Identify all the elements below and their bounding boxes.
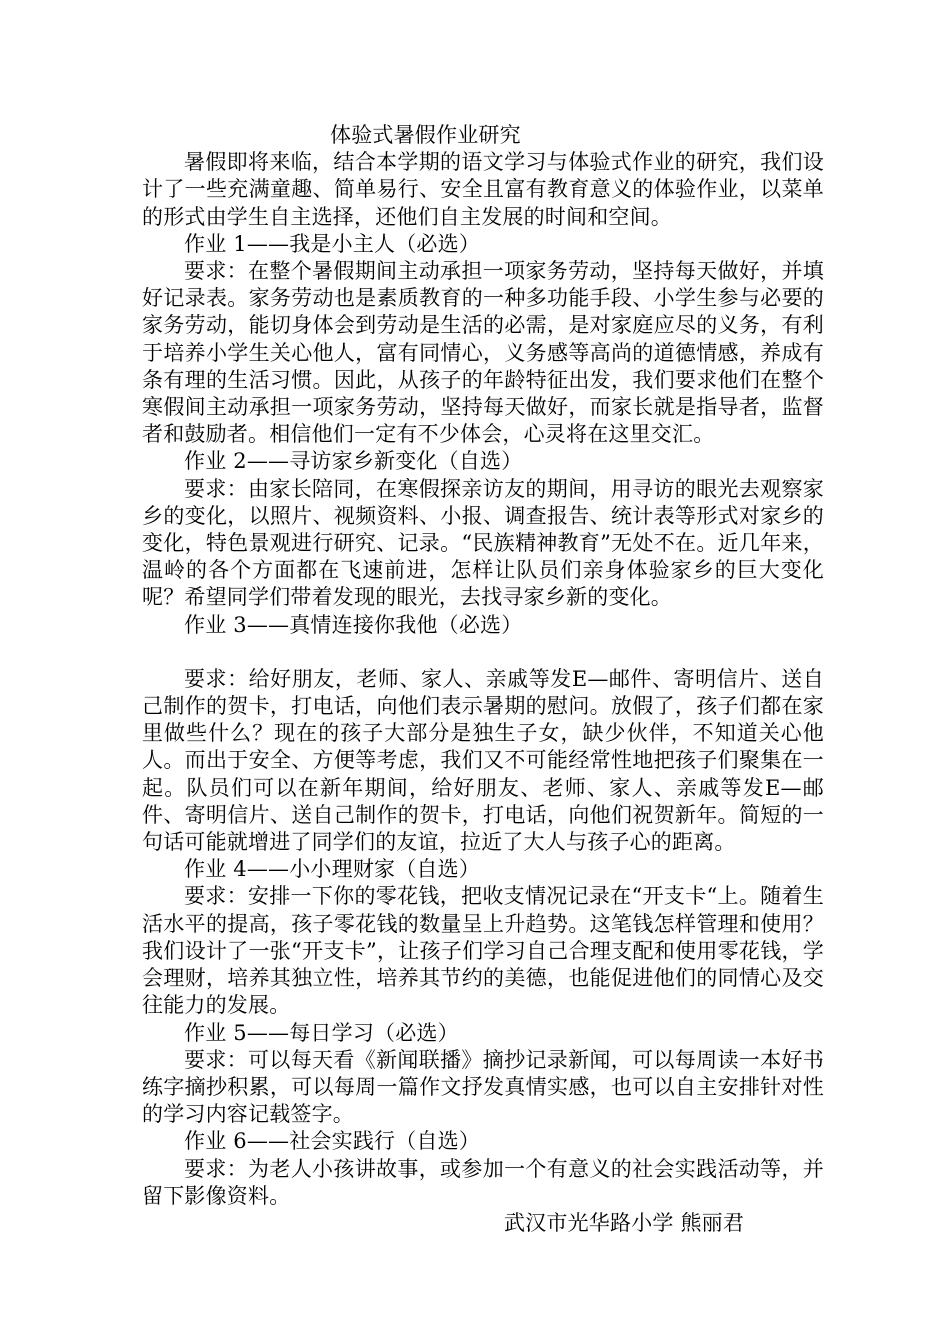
intro-paragraph: 暑假即将来临，结合本学期的语文学习与体验式作业的研究，我们设计了一些充满童趣、简单易行、安全且富有教育意义的体验作业，以菜单的形式由学生自主选择，还他们自主发展的时间和空间。 (142, 150, 824, 229)
task-2-requirement: 要求：由家长陪同，在寒假探亲访友的期间，用寻访的眼光去观察家乡的变化，以照片、视频资料、小报、调查报告、统计表等形式对家乡的变化，特色景观进行研究、记录。“民族精神教育”无处不在。近几年来，温岭的各个方面都在飞速前进，怎样让队员们亲身体验家乡的巨大变化呢？希望同学们带着发现的眼光，去找寻家乡新的变化。 (142, 476, 824, 610)
task-3-requirement: 要求：给好朋友，老师、家人、亲戚等发E—邮件、寄明信片、送自己制作的贺卡，打电话，向他们表示暑期的慰问。放假了，孩子们都在家里做些什么？现在的孩子大部分是独生子女，缺少伙伴，不知道关心他人。而出于安全、方便等考虑，我们又不可能经常性地把孩子们聚集在一起。队员们可以在新年期间，给好朋友、老师、家人、亲戚等发E—邮件、寄明信片、送自己制作的贺卡，打电话，向他们祝贺新年。简短的一句话可能就增进了同学们的友谊，拉近了大人与孩子心的距离。 (142, 666, 824, 855)
document-title: 体验式暑假作业研究 (330, 123, 521, 147)
task-6-requirement: 要求：为老人小孩讲故事，或参加一个有意义的社会实践活动等，并留下影像资料。 (142, 1156, 824, 1208)
task-4-requirement: 要求：安排一下你的零花钱，把收支情况记录在“开支卡“上。随着生活水平的提高，孩子零花钱的数量呈上升趋势。这笔钱怎样管理和使用？我们设计了一张“开支卡”，让孩子们学习自己合理支配和使用零花钱，学会理财，培养其独立性，培养其节约的美德，也能促进他们的同情心及交往能力的发展。 (142, 884, 824, 1018)
author-signature: 武汉市光华路小学 熊丽君 (504, 1210, 745, 1235)
blank-line (142, 639, 824, 666)
task-5-heading: 作业 5——每日学习（必选） (184, 1020, 459, 1045)
task-2-heading: 作业 2——寻访家乡新变化（自选） (184, 449, 523, 474)
document-page (142, 122, 824, 1237)
task-5-requirement: 要求：可以每天看《新闻联播》摘抄记录新闻，可以每周读一本好书练字摘抄积累，可以每周一篇作文抒发真情实感，也可以自主安排针对性的学习内容记载签字。 (142, 1047, 824, 1127)
task-1-heading: 作业 1——我是小主人（必选） (184, 231, 481, 256)
task-6-heading: 作业 6——社会实践行（自选） (184, 1129, 481, 1154)
task-1-requirement: 要求：在整个暑假期间主动承担一项家务劳动，坚持每天做好，并填好记录表。家务劳动也是素质教育的一种多功能手段、小学生参与必要的家务劳动，能切身体会到劳动是生活的必需，是对家庭应尽的义务，有利于培养小学生关心他人，富有同情心，义务感等高尚的道德情感，养成有条有理的生活习惯。因此，从孩子的年龄特征出发，我们要求他们在整个寒假间主动承担一项家务劳动，坚持每天做好，而家长就是指导者，监督者和鼓励者。相信他们一定有不少体会，心灵将在这里交汇。 (142, 259, 824, 447)
task-4-heading: 作业 4——小小理财家（自选） (184, 857, 481, 882)
task-3-heading: 作业 3——真情连接你我他（必选） (184, 612, 523, 637)
